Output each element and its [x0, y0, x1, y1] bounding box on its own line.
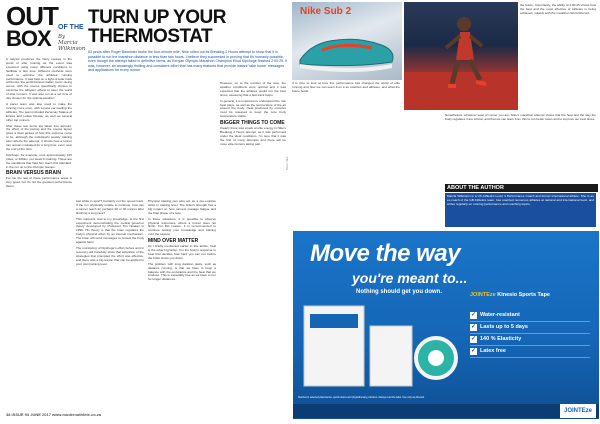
- ad-feature-label: Lasts up to 5 days: [480, 324, 528, 330]
- paragraph: the future. Importantly, the ability of 2:00:25 shows how the best and the most effective of athletes is being achieved, notably with the marathon World Record.: [520, 4, 596, 15]
- paragraph: The monitoring of Kipchoge's effort before and in recovery will hopefully show that activation of the strategies that prompted the effort was effective, and there was a big lesson that can be applied to your own training level.: [76, 245, 144, 266]
- about-text: Marcia Wilkinson is a UK Athletics Level 4 Performance Coach and former international athlete. She is an ex-coach of the GB Athletics team, has coached numerous athletes at national and international level, and writes regularly on running performance and coaching topics.: [445, 193, 596, 227]
- ad-feature-label: 140 % Elasticity: [480, 336, 522, 342]
- ad-brand: [470, 292, 550, 298]
- paragraph: For me the last of these performance areas is very good, but it's not the greatest performance factor.: [6, 176, 72, 189]
- paragraph: After these two items are taken into account, the effect of the pacing and the course layout gives a clear picture of how this outcome came to be, although the individual's weekly training also reflects the attempt. It shows how a runner can remain motivated for a long time, even near the end of the race.: [6, 123, 72, 151]
- tape-product-image: [300, 296, 460, 391]
- subheading: BIGGER THINGS TO COME: [220, 120, 285, 127]
- paragraph: Nonetheless, whatever level of runner you are, Nike's marathon attempt shows that the heat and the way the body regulates it are critical, and that we can learn from this to run better races and to improve our best times.: [445, 114, 596, 121]
- paragraph: Clearly there was a lack of elite energy in Nike's Breaking 2 Hours attempt, as it was performed under the ideal conditions. I'm sure that it was the first of many attempts and there will be more elite runners taking part.: [220, 126, 286, 146]
- ad-headline: Move the way: [310, 240, 461, 267]
- paragraph: Physical training can also act as a pre-emptive strike in training level. The brain's strength has a big impact on how runners manage fatigue and the final phase of a race.: [148, 200, 216, 215]
- ad-subhead: you're meant to...: [352, 270, 468, 286]
- ad-tagline: Nothing should get you down.: [356, 289, 442, 295]
- paragraph: This supports, and to my knowledge, is the first experiment demonstrating the central governor theory developed by Professor Tim Noakes in 1996. His theory is that the brain regulates the body's physical effort by an internal mechanism. The brain will send messages to protect the body against harm.: [76, 216, 144, 245]
- logo-out: OUT: [6, 1, 58, 31]
- byline: By Marcia Wilkinson: [58, 34, 86, 52]
- ad-feature-label: Water-resistant: [480, 312, 520, 318]
- ad-bottom-bar: [293, 404, 599, 418]
- paragraph: However, on to the number of the race, the weather conditions were optimal and it was expected that the athletes would run the best times, assuming that a fast track helps.: [220, 82, 286, 97]
- subheading: MIND OVER MATTER: [148, 238, 199, 245]
- paragraph: As I briefly mentioned earlier in this article, heat is the other big factor. It is the body's response to heat that decides how hard you can run before the brain slows you down.: [148, 244, 216, 260]
- tape-illustration: [300, 296, 460, 391]
- paragraph: The problem with long duration tasks, such as distance running, is that we have to keep a balance with the endurance and the heat that we produce. This is especially true as we have to run for longer distances.: [148, 261, 216, 282]
- article-intro: 63 years after Roger Bannister broke the four-minute mile, Nike rolled out its Breaking 2 Hours attempt to show that it is possible to run the marathon distance in less than two hours. I believe they succeeded in proving that it's humanly possible, even though the attempt failed in definitive terms, as Kenyan Olympic Marathon Champion Eliud Kipchoge finished 2:00:25. It was, however, an amazingly thrilling and consistent effort that has many features that provide instant 'take home' messages and applications for every runner.: [88, 50, 288, 73]
- ad-brand-name: JOINTEze: [470, 292, 496, 298]
- subheading: BRAIN VERSUS BRAIN: [6, 170, 62, 177]
- paragraph: fuel while in sport? Certainly not the speed track. If the run physically unable to continue, how can a runner reach for perhaps 20 or 30 metres after finishing a long race?: [76, 200, 144, 215]
- paragraph: In general, it is important to understand the role heat plays, as well as the temperature of the air around the body. Heat produced by muscles must be released to keep the core body temperature stable.: [220, 98, 286, 119]
- column-2: [76, 200, 144, 405]
- column-3: [148, 200, 216, 405]
- ad-feature-label: Latex free: [480, 348, 506, 354]
- ad-features: [470, 310, 590, 358]
- ad-feature: [470, 334, 590, 346]
- ad-feature: [470, 346, 590, 358]
- page-footer: 38 ISSUE 93 JUNE 2017 www.modernathlete.co.za: [6, 412, 101, 417]
- paragraph: In these situations, it is possible to observe physical responses, where a runner does not finish. For this reason, it is recommended to continue testing your knowledge and training over the season.: [148, 216, 216, 237]
- ad-logo[interactable]: JOINTEze: [560, 404, 596, 418]
- shoe-label: Nike Sub 2: [300, 6, 352, 17]
- ad-product-name: Kinesio Sports Tape: [497, 292, 550, 298]
- column-right-lower: [445, 114, 596, 180]
- check-icon: ✓: [470, 348, 477, 354]
- paragraph: Kipchoge, for example, runs approximately 125 miles, or 200km, per week in training. These are the conditions that help him reach this standard, in the run up to the Olympic Games.: [6, 152, 72, 169]
- runner-illustration: [404, 2, 518, 110]
- about-heading: ABOUT THE AUTHOR: [445, 184, 598, 192]
- logo-box: BOX: [6, 26, 51, 51]
- column-right: [520, 4, 596, 104]
- column-5: [292, 82, 400, 227]
- check-icon: ✓: [470, 336, 477, 342]
- column-1: [6, 58, 72, 408]
- runner-photo: [404, 2, 518, 110]
- article-title: TURN UP YOUR THERMOSTAT: [88, 7, 226, 47]
- paragraph: A nalysis produces the likely causes in the world of elite running as the event was executed using many different conditions to facilitate a fast time. Different methods were used to optimise the athletes' running performance. It was held on a tight circular track at Monza, the world-famous Italian motor racing venue, with the course specifically chosen to minimise the athletes' efforts to steer the world of elite runners. It was also run at a set time of day chosen for the optimal weather.: [6, 58, 72, 101]
- check-icon: ✓: [470, 312, 477, 318]
- check-icon: ✓: [470, 324, 477, 330]
- paragraph: It is time to look at how this performance has changed the world of elite running and how we can learn from it as coaches and athletes, and what the future holds.: [292, 82, 400, 93]
- ad-footnote: Stocked in selected pharmacies, sports stores and physiotherapy practices. Always read the label. Use only as directed.: [298, 396, 425, 399]
- paragraph: A pacer team was also used to make the running more even, with a pace car leading the athletes. The team included Zersenay Tadese of Eritrea and Lelisa Desisa, as well as several other top runners.: [6, 101, 72, 122]
- logo-of: OF THE: [58, 24, 84, 31]
- photo-credit: Photo: Nike: [286, 156, 289, 170]
- ad-feature: [470, 322, 590, 334]
- ad-feature: [470, 310, 590, 322]
- column-4: [220, 82, 286, 405]
